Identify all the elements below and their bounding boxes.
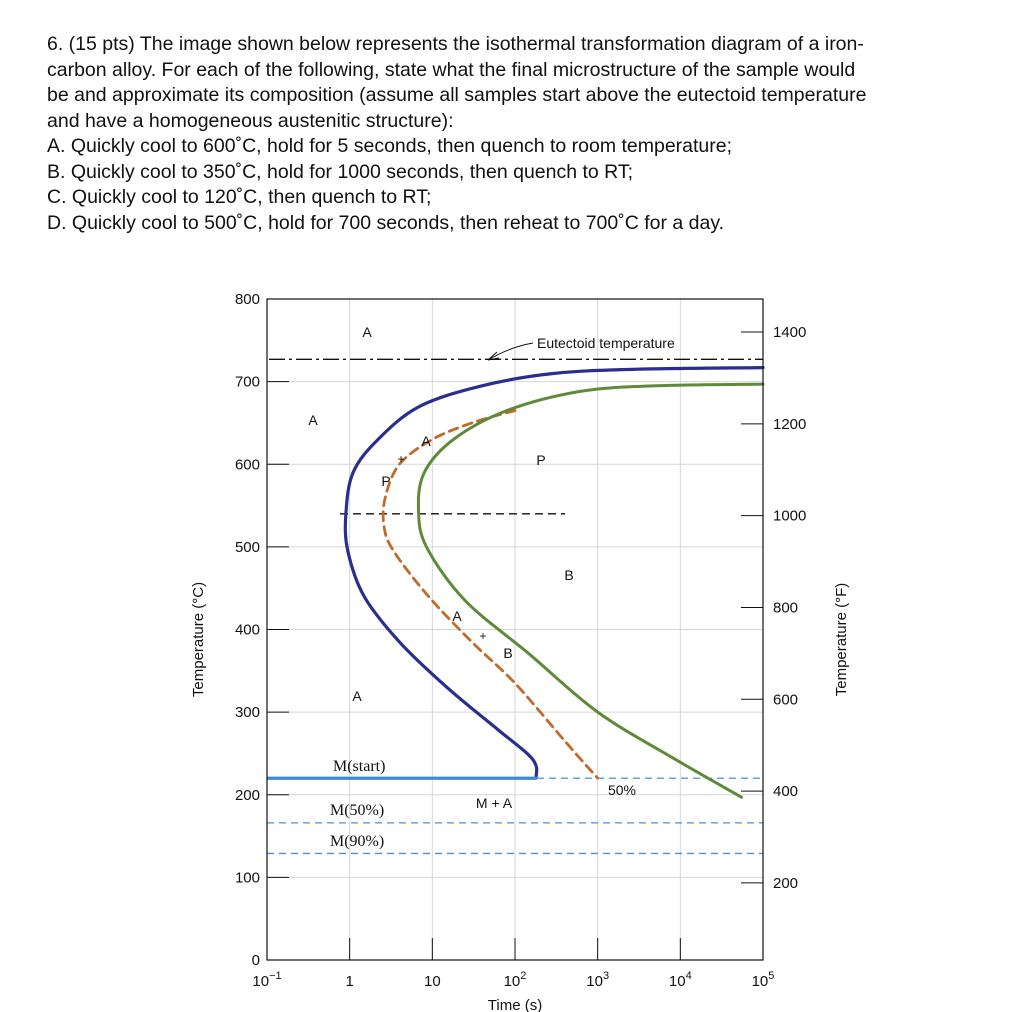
transformation-finish-curve	[418, 384, 763, 797]
y-tick-label: 200	[234, 786, 260, 804]
label-austenite-left: A	[308, 412, 318, 428]
label-pearlite-nose: P	[381, 473, 391, 489]
y-right-axis-title: Temperature (°F)	[833, 582, 850, 697]
y-tick-label: 100	[234, 869, 260, 887]
label-plus-upper: +	[397, 452, 405, 466]
y-tick-label: 400	[234, 621, 260, 639]
axes	[190, 291, 850, 1012]
question-line: and have a homogeneous austenitic structure):	[47, 109, 454, 132]
question-part-d: D. Quickly cool to 500˚C, hold for 700 seconds, then reheat to 700˚C for a day.	[47, 211, 725, 234]
label-martensite-austenite: M + A	[475, 795, 513, 811]
y-right-tick-label: 400	[773, 783, 799, 801]
eutectoid-arrowhead	[488, 352, 499, 360]
y-right-tick-label: 1400	[773, 324, 807, 342]
label-austenite-upper-nose: A	[421, 433, 431, 449]
label-fifty-percent: 50%	[607, 782, 637, 798]
label-bainite-nose: B	[503, 645, 513, 661]
y-tick-label: 700	[234, 373, 260, 391]
label-austenite-top: A	[362, 324, 372, 340]
y-right-tick-label: 600	[773, 691, 799, 709]
x-axis-title: Time (s)	[487, 997, 543, 1012]
label-austenite-lower-nose: A	[452, 608, 462, 624]
x-tick-label: $10^{-1}$	[252, 970, 282, 990]
question-line: 6. (15 pts) The image shown below represents the isothermal transformation diagram of a iron-	[47, 33, 864, 55]
grid	[267, 299, 763, 960]
y-right-tick-label: 1200	[773, 415, 807, 433]
x-tick-label: $10^2$	[503, 970, 527, 990]
x-tick-label: 1	[345, 973, 354, 990]
x-tick-exponent: 3	[602, 970, 610, 982]
x-tick-label: 10	[423, 973, 441, 990]
question-part-b: B. Quickly cool to 350˚C, hold for 1000 seconds, then quench to RT;	[47, 160, 634, 183]
label-eutectoid: Eutectoid temperature	[537, 335, 675, 351]
y-tick-label: 300	[234, 704, 260, 722]
y-right-tick-label: 200	[773, 874, 799, 892]
eutectoid-arrow	[488, 343, 533, 360]
region-labels	[308, 324, 675, 850]
y-right-tick-label: 1000	[773, 507, 807, 525]
label-m50: M(50%)	[330, 802, 385, 819]
x-tick-label: $10^4$	[668, 970, 692, 990]
y-axis-title: Temperature (°C)	[190, 581, 207, 698]
label-austenite-lower: A	[352, 688, 362, 704]
label-plus-lower: +	[479, 629, 487, 643]
y-right-tick-label: 800	[773, 599, 799, 617]
label-m90: M(90%)	[330, 833, 385, 850]
x-tick-label: $10^3$	[586, 970, 610, 990]
y-tick-label: 600	[234, 456, 260, 474]
label-m-start: M(start)	[333, 758, 386, 775]
x-tick-exponent: −1	[269, 970, 282, 982]
question-part-a: A. Quickly cool to 600˚C, hold for 5 seconds, then quench to room temperature;	[47, 135, 733, 157]
x-tick-exponent: 4	[685, 970, 692, 982]
question-line: carbon alloy. For each of the following, state what the final microstructure of the sample would	[47, 58, 856, 81]
y-tick-label: 500	[234, 538, 260, 556]
y-tick-label: 800	[234, 291, 260, 308]
label-pearlite: P	[536, 452, 546, 468]
x-tick-exponent: 2	[520, 970, 527, 982]
x-tick-label: $10^5$	[751, 970, 775, 990]
x-tick-exponent: 5	[768, 970, 775, 982]
label-bainite: B	[564, 567, 574, 583]
question-part-c: C. Quickly cool to 120˚C, then quench to RT;	[47, 186, 432, 208]
question-line: be and approximate its composition (assume all samples start above the eutectoid temperature	[47, 84, 867, 106]
y-tick-label: 0	[251, 952, 260, 969]
